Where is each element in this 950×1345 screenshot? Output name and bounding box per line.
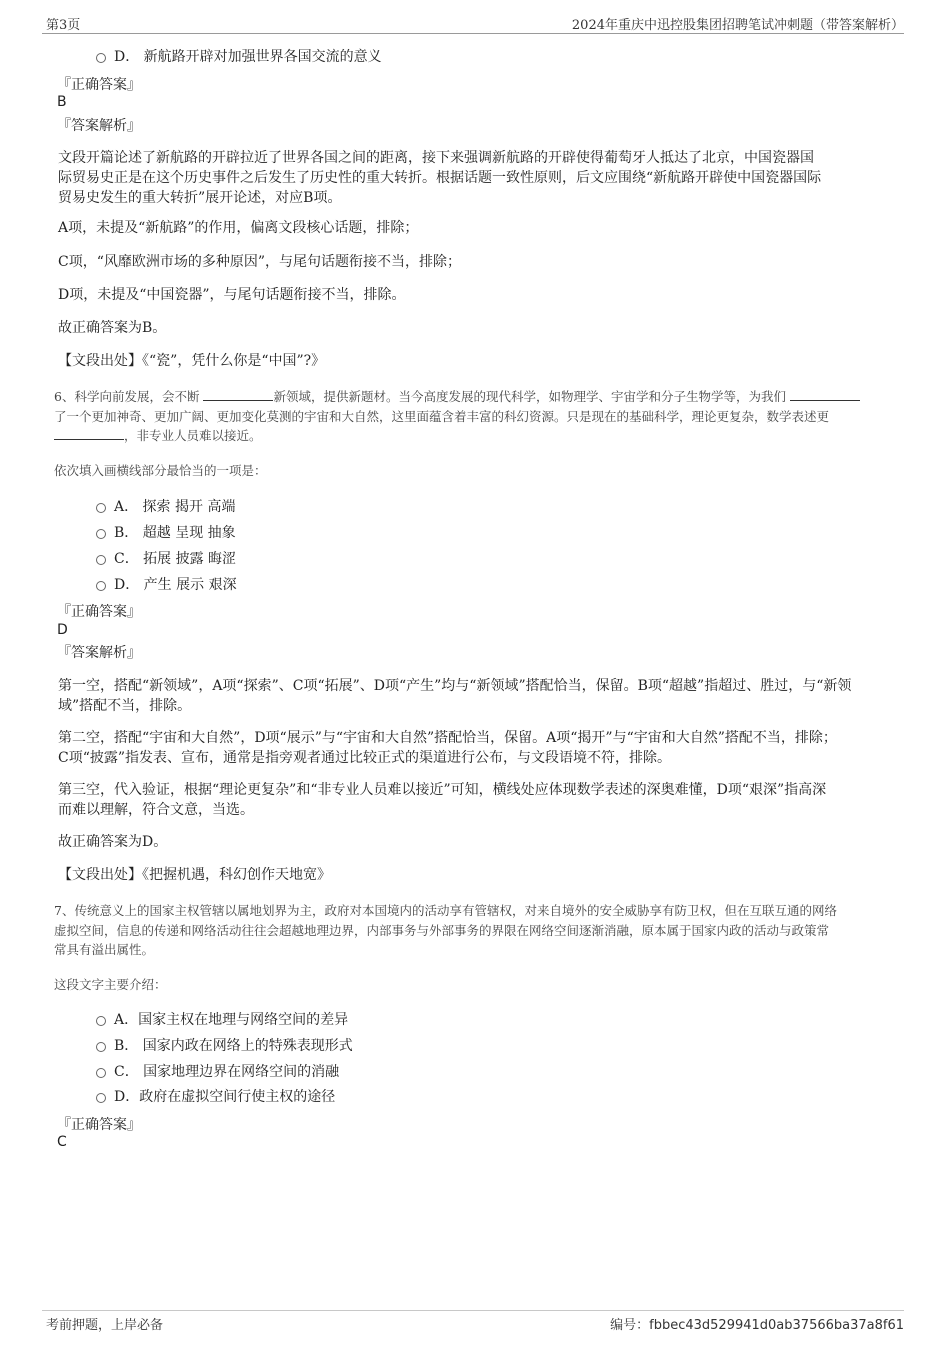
question-7-stem: 7、传统意义上的国家主权管辖以属地划界为主，政府对本国境内的活动享有管辖权，对来自境外的安全威胁享有防卫权，但在互联互通的网络 虚拟空间，信息的传递和网络活动往往会超越地理边界，内部事务与外部事务的界限在网络空间逐渐消融，原本属于国家内政的活动与政策常 常具有溢出属性。 bbox=[54, 903, 837, 957]
q7-option-a[interactable]: A．国家主权在地理与网络空间的差异 bbox=[96, 1010, 348, 1030]
analysis-paragraph: 文段开篇论述了新航路的开辟拉近了世界各国之间的距离，接下来强调新航路的开辟使得葡萄牙人抵达了北京，中国瓷器国 际贸易史正是在这个历史事件之后发生了历史性的重大转折。根据话题一致性原则，后文应围绕“新航路开辟使中国瓷器国际 贸易史发生的重大转折”展开论述，对应B项。 bbox=[58, 150, 822, 206]
footer-slogan: 考前押题，上岸必备 bbox=[46, 1318, 164, 1333]
radio-icon[interactable] bbox=[96, 503, 106, 513]
radio-icon[interactable] bbox=[96, 1068, 106, 1078]
answer-value: B bbox=[57, 94, 67, 110]
q6-option-b[interactable]: B． 超越 呈现 抽象 bbox=[96, 523, 236, 543]
radio-icon[interactable] bbox=[96, 1093, 106, 1103]
radio-icon[interactable] bbox=[96, 1016, 106, 1026]
answer-label: 『正确答案』 bbox=[57, 1117, 141, 1133]
fill-blank bbox=[790, 388, 860, 401]
answer-value: D bbox=[57, 622, 68, 638]
source-citation: 【文段出处】《“瓷”，凭什么你是“中国”?》 bbox=[58, 353, 326, 369]
radio-icon[interactable] bbox=[96, 529, 106, 539]
footer-divider bbox=[42, 1310, 904, 1311]
document-title: 2024年重庆中迅控股集团招聘笔试冲刺题（带答案解析） bbox=[571, 18, 904, 33]
answer-value: C bbox=[57, 1134, 67, 1150]
analysis-note: D项，未提及“中国瓷器”，与尾句话题衔接不当，排除。 bbox=[58, 287, 406, 303]
analysis-conclusion: 故正确答案为D。 bbox=[58, 834, 168, 850]
q7-option-b[interactable]: B． 国家内政在网络上的特殊表现形式 bbox=[96, 1036, 353, 1056]
q7-option-d[interactable]: D．政府在虚拟空间行使主权的途径 bbox=[96, 1087, 335, 1107]
q6-option-a[interactable]: A． 探索 揭开 高端 bbox=[96, 497, 235, 517]
analysis-paragraph: 第二空，搭配“宇宙和大自然”，D项“展示”与“宇宙和大自然”搭配恰当，保留。A项“揭开”与“宇宙和大自然”搭配不当，排除； C项“披露”指发表、宣布，通常是指旁观者通过比较正式的渠道进行公布，与文段语境不符，排除。 bbox=[58, 730, 837, 766]
analysis-conclusion: 故正确答案为B。 bbox=[58, 320, 167, 336]
analysis-label: 『答案解析』 bbox=[57, 118, 141, 134]
question-7-prompt: 这段文字主要介绍： bbox=[54, 977, 167, 992]
radio-icon[interactable] bbox=[96, 1042, 106, 1052]
q6-option-c[interactable]: C． 拓展 披露 晦涩 bbox=[96, 549, 236, 569]
q5-option-d[interactable]: D． 新航路开辟对加强世界各国交流的意义 bbox=[96, 47, 382, 67]
fill-blank bbox=[54, 427, 124, 440]
q7-option-c[interactable]: C． 国家地理边界在网络空间的消融 bbox=[96, 1062, 339, 1082]
analysis-note: A项，未提及“新航路”的作用，偏离文段核心话题，排除； bbox=[58, 220, 419, 236]
question-6-prompt: 依次填入画横线部分最恰当的一项是： bbox=[54, 463, 267, 478]
header-divider bbox=[42, 33, 904, 34]
analysis-paragraph: 第一空，搭配“新领域”，A项“探索”、C项“拓展”、D项“产生”均与“新领域”搭配恰当，保留。B项“超越”指超过、胜过，与“新领 域”搭配不当，排除。 bbox=[58, 678, 852, 714]
page-number: 第3页 bbox=[46, 18, 81, 33]
radio-icon[interactable] bbox=[96, 53, 106, 63]
source-citation: 【文段出处】《把握机遇，科幻创作天地宽》 bbox=[58, 867, 331, 883]
q6-option-d[interactable]: D． 产生 展示 艰深 bbox=[96, 575, 237, 595]
fill-blank bbox=[203, 388, 273, 401]
radio-icon[interactable] bbox=[96, 555, 106, 565]
question-6-stem: 6、科学向前发展，会不断 新领域，提供新题材。当今高度发展的现代科学，如物理学、宇宙学和分子生物学等，为我们 了一个更加神奇、更加广阔、更加变化莫测的宇宙和大自然，这里面蕴含着丰富的科幻资源。只是现在的基础科学，理论更复杂，数学表述更 ，非专业人员难以接近。 bbox=[54, 387, 904, 446]
analysis-paragraph: 第三空，代入验证，根据“理论更复杂”和“非专业人员难以接近”可知，横线处应体现数学表述的深奥难懂，D项“艰深”指高深 而难以理解，符合文意，当选。 bbox=[58, 782, 827, 818]
analysis-note: C项，“风靡欧洲市场的多种原因”，与尾句话题衔接不当，排除； bbox=[58, 254, 462, 270]
answer-label: 『正确答案』 bbox=[57, 77, 141, 93]
answer-label: 『正确答案』 bbox=[57, 604, 141, 620]
radio-icon[interactable] bbox=[96, 581, 106, 591]
analysis-label: 『答案解析』 bbox=[57, 645, 141, 661]
document-code: 编号：fbbec43d529941d0ab37566ba37a8f61 bbox=[610, 1318, 904, 1333]
